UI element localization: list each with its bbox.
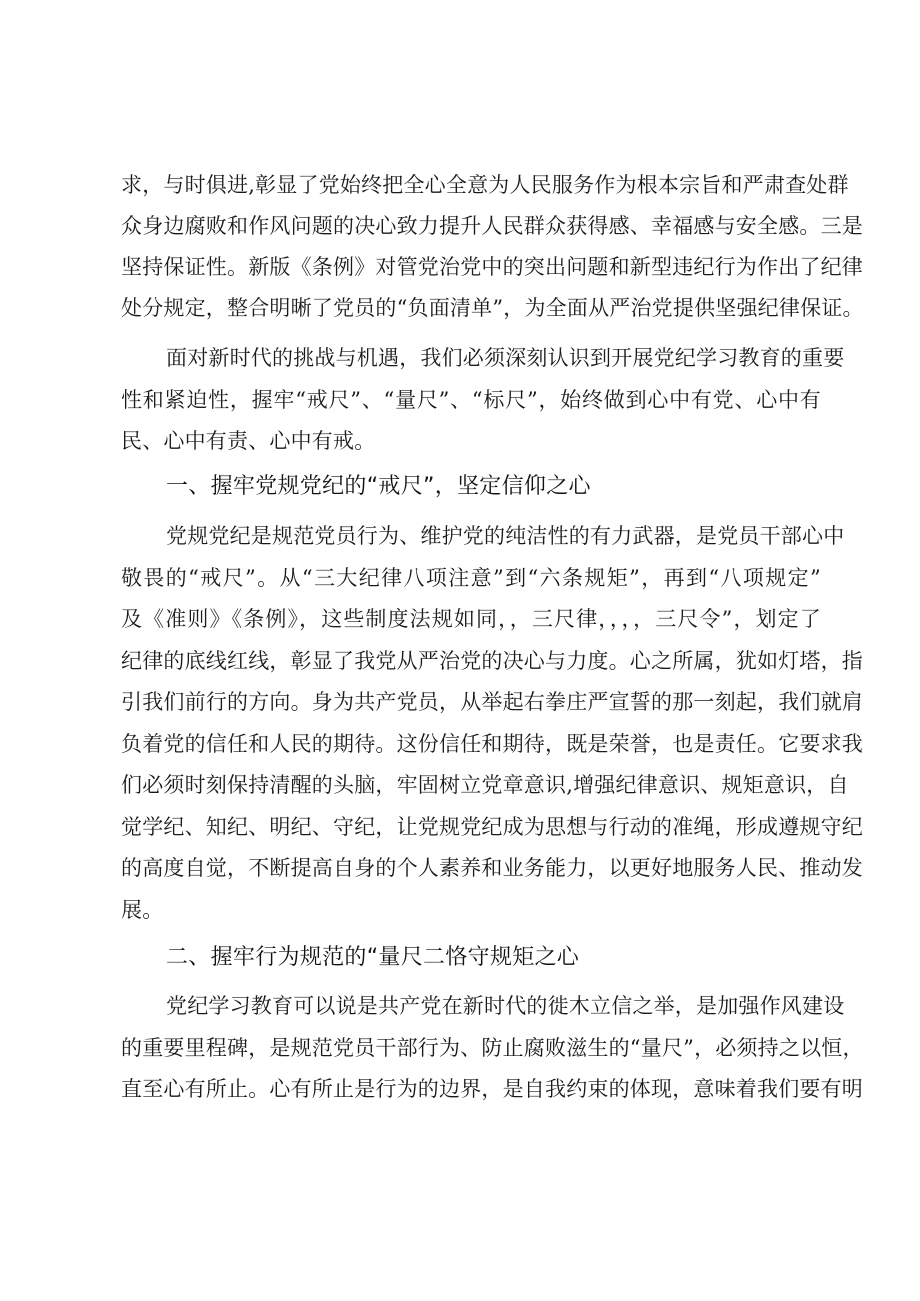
paragraph-line: 处分规定，整合明晰了党员的“负面清单”，为全面从严治党提供坚强纪律保证。 bbox=[121, 296, 864, 320]
paragraph-line: 求，与时俱进,彰显了党始终把全心全意为人民服务作为根本宗旨和严肃查处群 bbox=[121, 173, 849, 197]
paragraph-line: 众身边腐败和作风问题的决心致力提升人民群众获得感、幸福感与安全感。三是 bbox=[121, 214, 863, 238]
paragraph-line: 党规党纪是规范党员行为、维护党的纯洁性的有力武器，是党员干部心中 bbox=[166, 524, 845, 548]
paragraph-line: 面对新时代的挑战与机遇，我们必须深刻认识到开展党纪学习教育的重要 bbox=[166, 346, 845, 370]
paragraph-line: 直至心有所止。心有所止是行为的边界，是自我约束的体现，意味着我们要有明 bbox=[121, 1077, 863, 1101]
paragraph-line: 的重要里程碑，是规范党员干部行为、防止腐败滋生的“量尺”，必须持之以恒， bbox=[121, 1036, 864, 1060]
paragraph-line: 性和紧迫性，握牢“戒尺”、“量尺”、“标尺”，始终做到心中有党、心中有 bbox=[121, 388, 821, 412]
paragraph-line: 展。 bbox=[121, 898, 164, 922]
paragraph-line: 引我们前行的方向。身为共产党员，从举起右拳庄严宣誓的那一刻起，我们就肩 bbox=[121, 690, 863, 714]
paragraph-line: 负着党的信任和人民的期待。这份信任和期待，既是荣誉，也是责任。它要求我 bbox=[121, 732, 863, 756]
paragraph-line: 的高度自觉，不断提高自身的个人素养和业务能力，以更好地服务人民、推动发 bbox=[121, 856, 863, 880]
paragraph-line: 敬畏的“戒尺”。从“三大纪律八项注意”到“六条规矩”，再到“八项规定” bbox=[121, 566, 821, 590]
section-heading: 二、握牢行为规范的“量尺二恪守规矩之心 bbox=[166, 945, 580, 970]
paragraph-line: 坚持保证性。新版《条例》对管党治党中的突出问题和新型违纪行为作出了纪律 bbox=[121, 255, 863, 279]
paragraph-line: 党纪学习教育可以说是共产党在新时代的徙木立信之举，是加强作风建设 bbox=[166, 994, 845, 1018]
paragraph-line: 民、心中有责、心中有戒。 bbox=[121, 429, 376, 453]
paragraph-line: 及《准则》《条例》，这些制度法规如同，，三尺律，，，，三尺令”，划定了 bbox=[121, 607, 821, 631]
section-heading: 一、握牢党规党纪的“戒尺”，坚定信仰之心 bbox=[166, 474, 591, 499]
paragraph-line: 纪律的底线红线，彰显了我党从严治党的决心与力度。心之所属，犹如灯塔，指 bbox=[121, 649, 863, 673]
paragraph-line: 觉学纪、知纪、明纪、守纪，让党规党纪成为思想与行动的准绳，形成遵规守纪 bbox=[121, 815, 863, 839]
paragraph-line: 们必须时刻保持清醒的头脑，牢固树立党章意识,增强纪律意识、规矩意识，自 bbox=[121, 773, 849, 797]
